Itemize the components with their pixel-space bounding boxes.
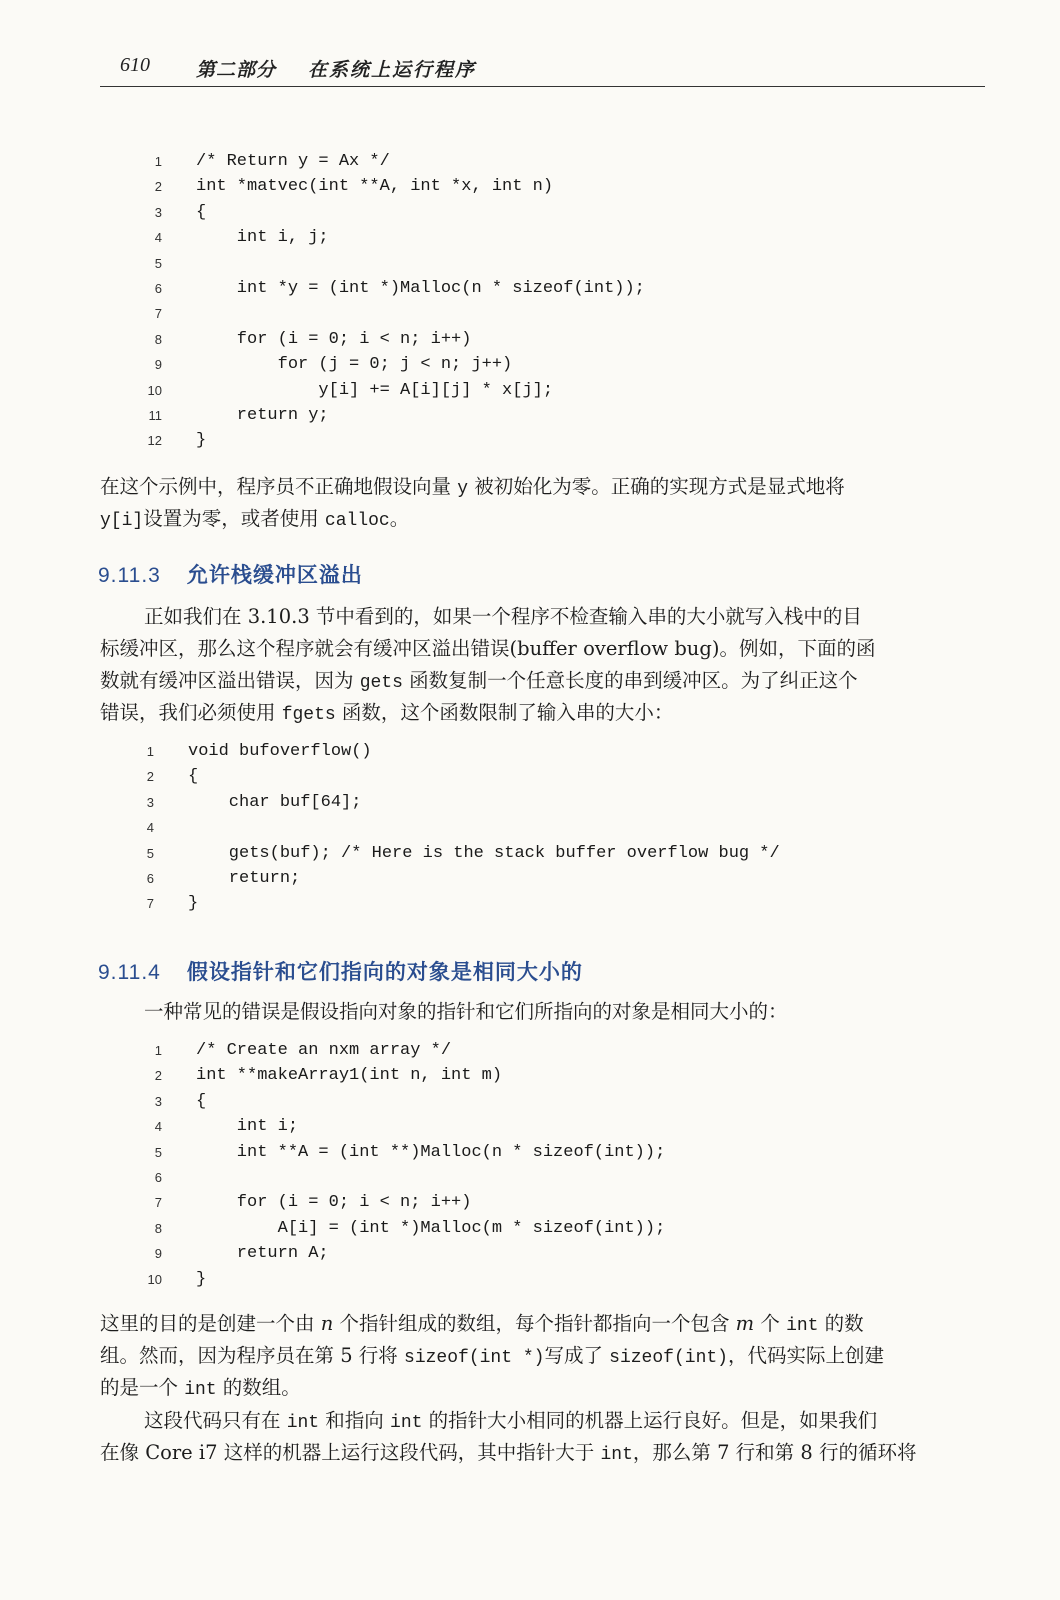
code-block-matvec — [140, 149, 1000, 454]
code-text: y[i] += A[i][j] * x[j]; — [196, 380, 554, 400]
code-text: } — [196, 1269, 207, 1289]
code-line — [132, 764, 992, 789]
code-line — [140, 403, 1000, 428]
code-line — [140, 1089, 1000, 1114]
line-number: 9 — [154, 1246, 162, 1262]
paragraph-buffer-overflow — [100, 601, 980, 729]
line-number: 7 — [154, 306, 162, 322]
section-heading-9-11-4 — [98, 956, 583, 986]
line-number: 8 — [154, 331, 162, 347]
page-number: 610 — [120, 54, 150, 76]
line-number: 11 — [148, 407, 162, 423]
code-line — [140, 1165, 1000, 1190]
code-line — [140, 327, 1000, 352]
line-number: 2 — [154, 179, 162, 195]
code-text: { — [188, 767, 199, 787]
code-text: int *y = (int *)Malloc(n * sizeof(int)); — [196, 278, 645, 298]
code-text: } — [188, 894, 199, 914]
code-line — [140, 1267, 1000, 1292]
code-line — [140, 149, 1000, 174]
line-number: 6 — [154, 280, 162, 296]
line-number: 2 — [154, 1068, 162, 1084]
section-number: 9.11.3 — [98, 564, 161, 587]
code-text: /* Create an nxm array */ — [196, 1041, 452, 1060]
line-number: 4 — [154, 1119, 162, 1135]
code-line — [140, 352, 1000, 377]
section-title: 假设指针和它们指向的对象是相同大小的 — [186, 960, 583, 984]
code-line — [140, 1241, 1000, 1266]
code-text: int **A = (int **)Malloc(n * sizeof(int)); — [196, 1142, 666, 1162]
text-line: 正如我们在 3.10.3 节中看到的，如果一个程序不检查输入串的大小就写入栈中的目 — [144, 605, 862, 628]
code-text: return; — [188, 868, 301, 888]
code-line — [132, 891, 992, 916]
text-line: 这段代码只有在 int 和指向 int 的指针大小相同的机器上运行良好。但是，如果我们 — [144, 1409, 878, 1433]
code-line — [132, 739, 992, 764]
line-number: 5 — [154, 1144, 162, 1160]
code-line — [140, 1114, 1000, 1139]
text-line: 组。然而，因为程序员在第 5 行将 sizeof(int *)写成了 sizeof(int)，代码实际上创建 — [100, 1344, 884, 1368]
code-line — [132, 815, 992, 840]
code-text: { — [196, 1091, 207, 1111]
line-number: 1 — [146, 744, 154, 759]
code-line — [140, 428, 1000, 453]
text-line: 在像 Core i7 这样的机器上运行这段代码，其中指针大于 int，那么第 7 行和第 8 行的循环将 — [100, 1441, 917, 1465]
code-line — [140, 174, 1000, 199]
code-line — [140, 225, 1000, 250]
code-line — [132, 790, 992, 815]
code-line — [132, 866, 992, 891]
line-number: 5 — [154, 255, 162, 271]
section-number: 9.11.4 — [98, 961, 161, 984]
code-line — [132, 841, 992, 866]
line-number: 6 — [154, 1169, 162, 1185]
line-number: 1 — [154, 154, 162, 169]
paragraph-matvec-explanation — [100, 471, 980, 535]
text-line: 标缓冲区，那么这个程序就会有缓冲区溢出错误(buffer overflow bug)。例如，下面的函 — [100, 637, 876, 660]
line-number: 3 — [146, 794, 154, 810]
code-line — [140, 200, 1000, 225]
code-text: } — [196, 431, 207, 451]
page-header — [100, 54, 985, 88]
code-text: for (i = 0; i < n; i++) — [196, 329, 472, 349]
section-title: 允许栈缓冲区溢出 — [186, 563, 363, 587]
paragraph-pointer-size-intro — [100, 996, 980, 1028]
line-number: 8 — [154, 1220, 162, 1236]
code-text: /* Return y = Ax */ — [196, 152, 390, 171]
code-text: for (i = 0; i < n; i++) — [196, 1193, 472, 1213]
line-number: 10 — [147, 382, 162, 398]
text-line: 的是一个 int 的数组。 — [100, 1376, 301, 1400]
code-text: int *matvec(int **A, int *x, int n) — [196, 177, 554, 197]
line-number: 9 — [154, 357, 162, 373]
line-number: 4 — [146, 820, 154, 836]
text-line: 在这个示例中，程序员不正确地假设向量 y 被初始化为零。正确的实现方式是显式地将 — [100, 475, 845, 499]
paragraph-makearray-explanation — [100, 1308, 980, 1404]
section-heading-9-11-3 — [98, 559, 363, 589]
part-title: 在系统上运行程序 — [308, 59, 477, 81]
line-number: 5 — [146, 845, 154, 861]
code-text: for (j = 0; j < n; j++) — [196, 355, 513, 375]
line-number: 1 — [154, 1043, 162, 1058]
text-line: y[i]设置为零，或者使用 calloc。 — [100, 507, 410, 531]
line-number: 3 — [154, 204, 162, 220]
code-text: char buf[64]; — [188, 792, 362, 812]
text-line: 一种常见的错误是假设指向对象的指针和它们所指向的对象是相同大小的： — [144, 1000, 788, 1023]
text-line: 数就有缓冲区溢出错误，因为 gets 函数复制一个任意长度的串到缓冲区。为了纠正这个 — [100, 669, 858, 693]
line-number: 10 — [147, 1271, 162, 1287]
code-text: return A; — [196, 1244, 329, 1264]
code-line — [140, 1140, 1000, 1165]
part-label: 第二部分 — [196, 59, 277, 81]
code-text: { — [196, 202, 207, 222]
code-text: A[i] = (int *)Malloc(m * sizeof(int)); — [196, 1218, 666, 1238]
code-text: int i; — [196, 1117, 299, 1137]
line-number: 4 — [154, 230, 162, 246]
code-line — [140, 1190, 1000, 1215]
line-number: 6 — [146, 870, 154, 886]
code-block-bufoverflow — [132, 739, 992, 917]
code-line — [140, 1216, 1000, 1241]
line-number: 3 — [154, 1093, 162, 1109]
paragraph-core-i7 — [100, 1405, 980, 1469]
code-text: void bufoverflow() — [188, 742, 372, 761]
line-number: 12 — [147, 433, 162, 449]
line-number: 7 — [154, 1195, 162, 1211]
code-line — [140, 378, 1000, 403]
code-text: return y; — [196, 405, 329, 425]
code-line — [140, 251, 1000, 276]
line-number: 2 — [146, 769, 154, 785]
code-line — [140, 301, 1000, 326]
text-line: 错误，我们必须使用 fgets 函数，这个函数限制了输入串的大小： — [100, 701, 674, 725]
code-block-makearray1 — [140, 1038, 1000, 1292]
code-text: gets(buf); /* Here is the stack buffer overflow bug */ — [188, 843, 780, 863]
line-number: 7 — [146, 896, 154, 912]
code-line — [140, 1038, 1000, 1063]
code-line — [140, 276, 1000, 301]
code-text: int **makeArray1(int n, int m) — [196, 1066, 503, 1086]
code-text: int i, j; — [196, 228, 329, 248]
code-line — [140, 1063, 1000, 1088]
header-rule — [100, 86, 985, 87]
text-line: 这里的目的是创建一个由 n 个指针组成的数组，每个指针都指向一个包含 m 个 int 的数 — [100, 1312, 864, 1336]
